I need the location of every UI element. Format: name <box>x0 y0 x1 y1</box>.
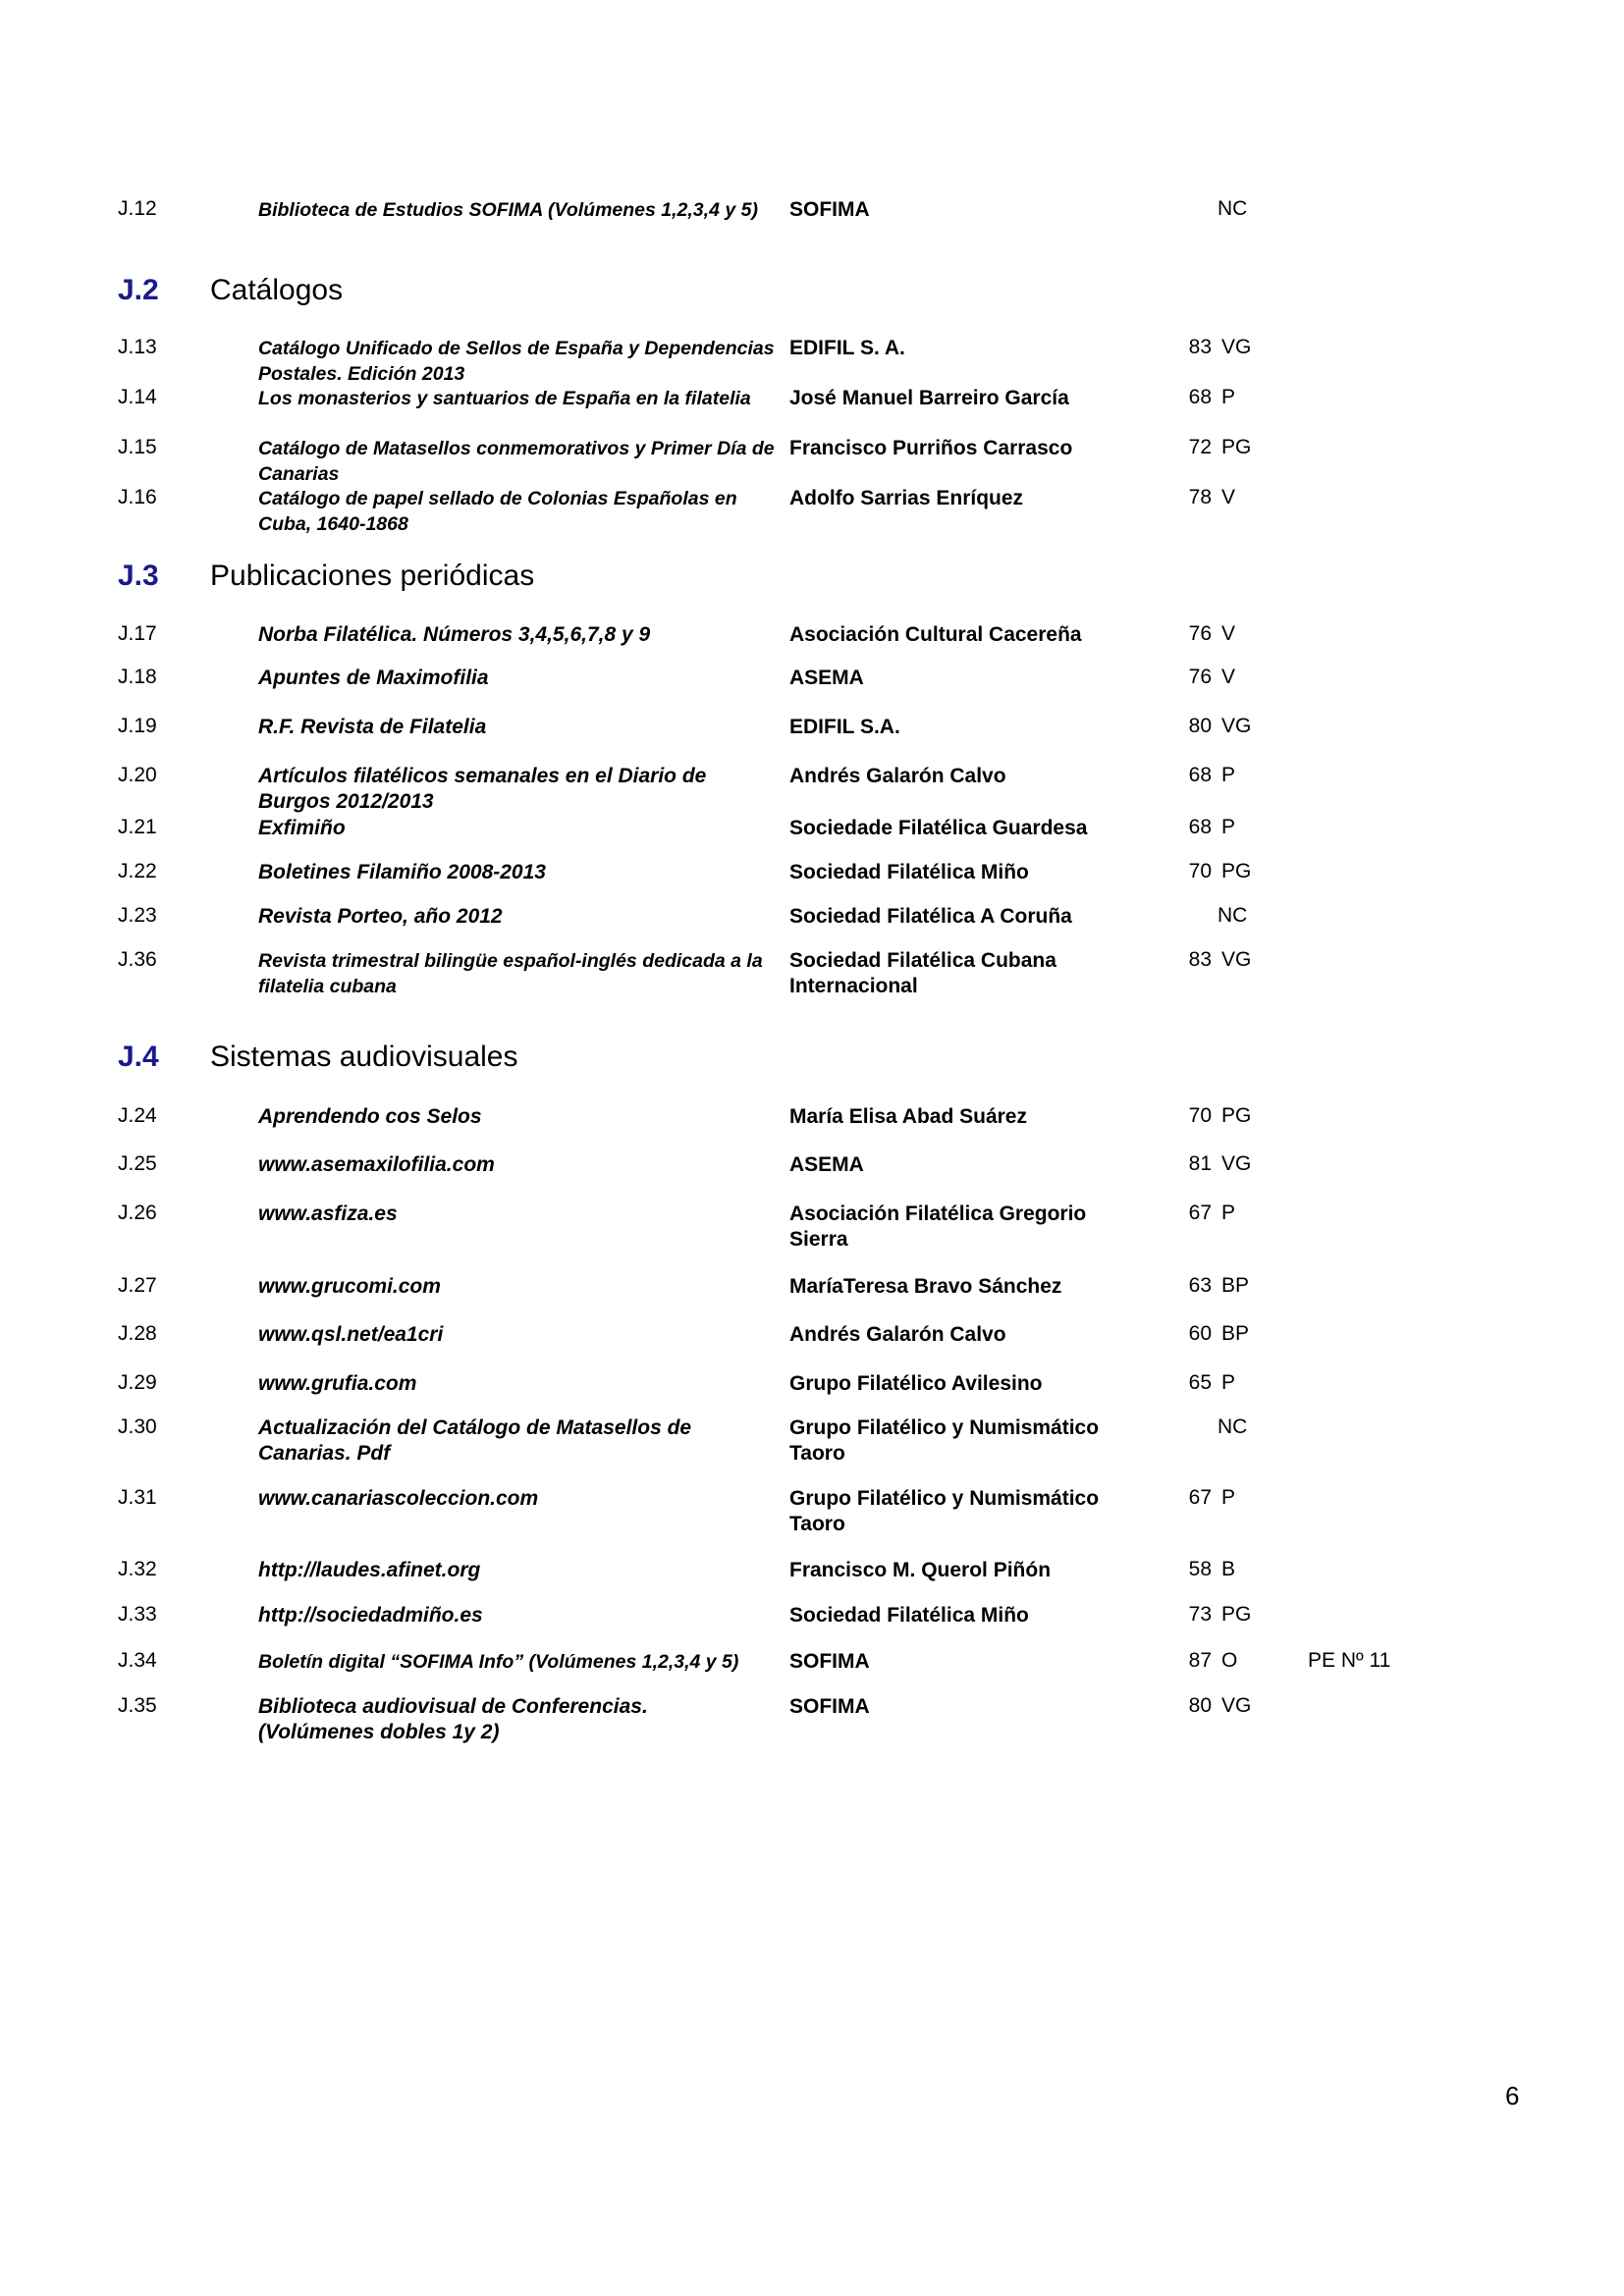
entry-medal: BP <box>1221 1322 1250 1345</box>
entry-medal: VG <box>1221 336 1252 358</box>
entry-medal: PG <box>1221 436 1252 458</box>
entry-title: Catálogo de Matasellos conmemorativos y Primer Día de Canarias <box>258 438 775 485</box>
entry-publisher: Adolfo Sarrias Enríquez <box>789 487 1024 509</box>
entry-medal: VG <box>1221 715 1252 737</box>
entry-title: Biblioteca audiovisual de Conferencias. (Volúmenes dobles 1y 2) <box>258 1695 648 1743</box>
entry-score: 68 <box>1188 816 1212 838</box>
entry-code: J.33 <box>118 1603 157 1626</box>
entry-title: Catálogo de papel sellado de Colonias Españolas en Cuba, 1640-1868 <box>258 488 737 535</box>
entry-medal: VG <box>1221 948 1252 971</box>
entry-publisher: Asociación Cultural Cacereña <box>789 623 1082 646</box>
entry-title: Catálogo Unificado de Sellos de España y Dependencias Postales. Edición 2013 <box>258 338 775 385</box>
entry-title: Norba Filatélica. Números 3,4,5,6,7,8 y 9 <box>258 623 651 646</box>
section-title: Publicaciones periódicas <box>210 560 535 592</box>
entry-score: 76 <box>1188 622 1212 645</box>
entry-code: J.13 <box>118 336 157 358</box>
entry-medal: P <box>1221 816 1236 838</box>
entry-code: J.30 <box>118 1415 157 1438</box>
entry-title: R.F. Revista de Filatelia <box>258 716 487 738</box>
entry-title: Boletín digital “SOFIMA Info” (Volúmenes 1,2,3,4 y 5) <box>258 1651 739 1673</box>
entry-code: J.20 <box>118 764 157 786</box>
entry-publisher: Andrés Galarón Calvo <box>789 1323 1006 1346</box>
entry-code: J.31 <box>118 1486 157 1509</box>
entry-score: 87 <box>1188 1649 1212 1672</box>
entry-publisher: SOFIMA <box>789 198 870 221</box>
entry-medal: BP <box>1221 1274 1250 1297</box>
entry-publisher: Francisco M. Querol Piñón <box>789 1559 1052 1581</box>
entry-medal: V <box>1221 622 1236 645</box>
entry-title: www.canariascoleccion.com <box>258 1487 539 1510</box>
entry-title: Biblioteca de Estudios SOFIMA (Volúmenes 1,2,3,4 y 5) <box>258 199 758 221</box>
entry-publisher: ASEMA <box>789 667 864 689</box>
entry-score: 67 <box>1188 1201 1212 1224</box>
entry-score: 78 <box>1188 486 1212 508</box>
entry-title: Revista trimestral bilingüe español-inglés dedicada a la filatelia cubana <box>258 950 763 997</box>
entry-score: 70 <box>1188 1104 1212 1127</box>
entry-publisher: Sociedade Filatélica Guardesa <box>789 817 1088 839</box>
entry-code: J.16 <box>118 486 157 508</box>
entry-title: Aprendendo cos Selos <box>258 1105 482 1128</box>
entry-code: J.15 <box>118 436 157 458</box>
entry-publisher: Andrés Galarón Calvo <box>789 765 1006 787</box>
entry-publisher: Grupo Filatélico y Numismático Taoro <box>789 1487 1100 1535</box>
entry-publisher: MaríaTeresa Bravo Sánchez <box>789 1275 1062 1298</box>
entry-code: J.34 <box>118 1649 157 1672</box>
entry-code: J.24 <box>118 1104 157 1127</box>
entry-medal: PG <box>1221 1104 1252 1127</box>
entry-publisher: Grupo Filatélico Avilesino <box>789 1372 1043 1395</box>
entry-score: 58 <box>1188 1558 1212 1580</box>
entry-medal: PG <box>1221 860 1252 882</box>
entry-code: J.22 <box>118 860 157 882</box>
entry-title: www.grufia.com <box>258 1372 417 1395</box>
entry-title: http://sociedadmiño.es <box>258 1604 483 1627</box>
entry-score: 81 <box>1188 1152 1212 1175</box>
entry-medal: V <box>1221 666 1236 688</box>
entry-code: J.26 <box>118 1201 157 1224</box>
entry-code: J.36 <box>118 948 157 971</box>
entry-score: 80 <box>1188 715 1212 737</box>
entry-title: Actualización del Catálogo de Matasellos de Canarias. Pdf <box>258 1416 692 1465</box>
entry-medal: PG <box>1221 1603 1252 1626</box>
entry-score: 83 <box>1188 336 1212 358</box>
entry-score: 80 <box>1188 1694 1212 1717</box>
entry-title: www.asemaxilofilia.com <box>258 1153 495 1176</box>
entry-code: J.14 <box>118 386 157 408</box>
entry-medal: V <box>1221 486 1236 508</box>
entry-score: 60 <box>1188 1322 1212 1345</box>
entry-medal: P <box>1221 386 1236 408</box>
entry-publisher: ASEMA <box>789 1153 864 1176</box>
entry-score: 65 <box>1188 1371 1212 1394</box>
entry-publisher: Sociedad Filatélica Miño <box>789 1604 1029 1627</box>
entry-score: 83 <box>1188 948 1212 971</box>
entry-code: J.32 <box>118 1558 157 1580</box>
entry-publisher: Grupo Filatélico y Numismático Taoro <box>789 1416 1100 1465</box>
entry-score: 76 <box>1188 666 1212 688</box>
section-title: Catálogos <box>210 274 344 306</box>
entry-title: Revista Porteo, año 2012 <box>258 905 503 928</box>
entry-medal: P <box>1221 1371 1236 1394</box>
entry-score: 70 <box>1188 860 1212 882</box>
entry-title: http://laudes.afinet.org <box>258 1559 481 1581</box>
section-number: J.2 <box>118 274 159 306</box>
entry-title: www.qsl.net/ea1cri <box>258 1323 444 1346</box>
entry-medal: P <box>1221 1201 1236 1224</box>
entry-publisher: EDIFIL S.A. <box>789 716 900 738</box>
entry-medal: B <box>1221 1558 1236 1580</box>
entry-code: J.23 <box>118 904 157 927</box>
entry-code: J.21 <box>118 816 157 838</box>
entry-title: Exfimiño <box>258 817 346 839</box>
entry-publisher: SOFIMA <box>789 1650 870 1673</box>
entry-code: J.18 <box>118 666 157 688</box>
section-number: J.4 <box>118 1041 159 1073</box>
entry-score: 63 <box>1188 1274 1212 1297</box>
entry-score: 72 <box>1188 436 1212 458</box>
entry-score: 68 <box>1188 386 1212 408</box>
entry-publisher: Francisco Purriños Carrasco <box>789 437 1073 459</box>
entry-code: J.28 <box>118 1322 157 1345</box>
entry-medal: O <box>1221 1649 1238 1672</box>
entry-code: J.19 <box>118 715 157 737</box>
entry-score: 73 <box>1188 1603 1212 1626</box>
entry-publisher: José Manuel Barreiro García <box>789 387 1069 409</box>
entry-medal: VG <box>1221 1694 1252 1717</box>
entry-medal: P <box>1221 764 1236 786</box>
entry-publisher: EDIFIL S. A. <box>789 337 905 359</box>
entry-score: 68 <box>1188 764 1212 786</box>
section-number: J.3 <box>118 560 159 592</box>
section-title: Sistemas audiovisuales <box>210 1041 518 1073</box>
entry-title: Apuntes de Maximofilia <box>258 667 489 689</box>
entry-title: www.grucomi.com <box>258 1275 441 1298</box>
entry-title: www.asfiza.es <box>258 1202 398 1225</box>
entry-publisher: Sociedad Filatélica Cubana Internacional <box>789 949 1056 997</box>
entry-publisher: Sociedad Filatélica Miño <box>789 861 1029 883</box>
entry-code: J.17 <box>118 622 157 645</box>
entry-publisher: Asociación Filatélica Gregorio Sierra <box>789 1202 1087 1251</box>
entry-medal: VG <box>1221 1152 1252 1175</box>
entry-publisher: SOFIMA <box>789 1695 870 1718</box>
entry-medal: P <box>1221 1486 1236 1509</box>
entry-medal: NC <box>1218 904 1248 927</box>
entry-code: J.29 <box>118 1371 157 1394</box>
entry-code: J.35 <box>118 1694 157 1717</box>
entry-medal: NC <box>1218 197 1248 220</box>
entry-title: Boletines Filamiño 2008-2013 <box>258 861 546 883</box>
entry-publisher: María Elisa Abad Suárez <box>789 1105 1027 1128</box>
entry-publisher: Sociedad Filatélica A Coruña <box>789 905 1072 928</box>
entry-code: J.27 <box>118 1274 157 1297</box>
entry-code: J.12 <box>118 197 157 220</box>
entry-code: J.25 <box>118 1152 157 1175</box>
entry-title: Artículos filatélicos semanales en el Diario de Burgos 2012/2013 <box>258 765 707 813</box>
entry-score: 67 <box>1188 1486 1212 1509</box>
entry-title: Los monasterios y santuarios de España en la filatelia <box>258 388 751 409</box>
page-number: 6 <box>1505 2081 1520 2110</box>
entry-medal: NC <box>1218 1415 1248 1438</box>
entry-note: PE Nº 11 <box>1308 1649 1391 1672</box>
